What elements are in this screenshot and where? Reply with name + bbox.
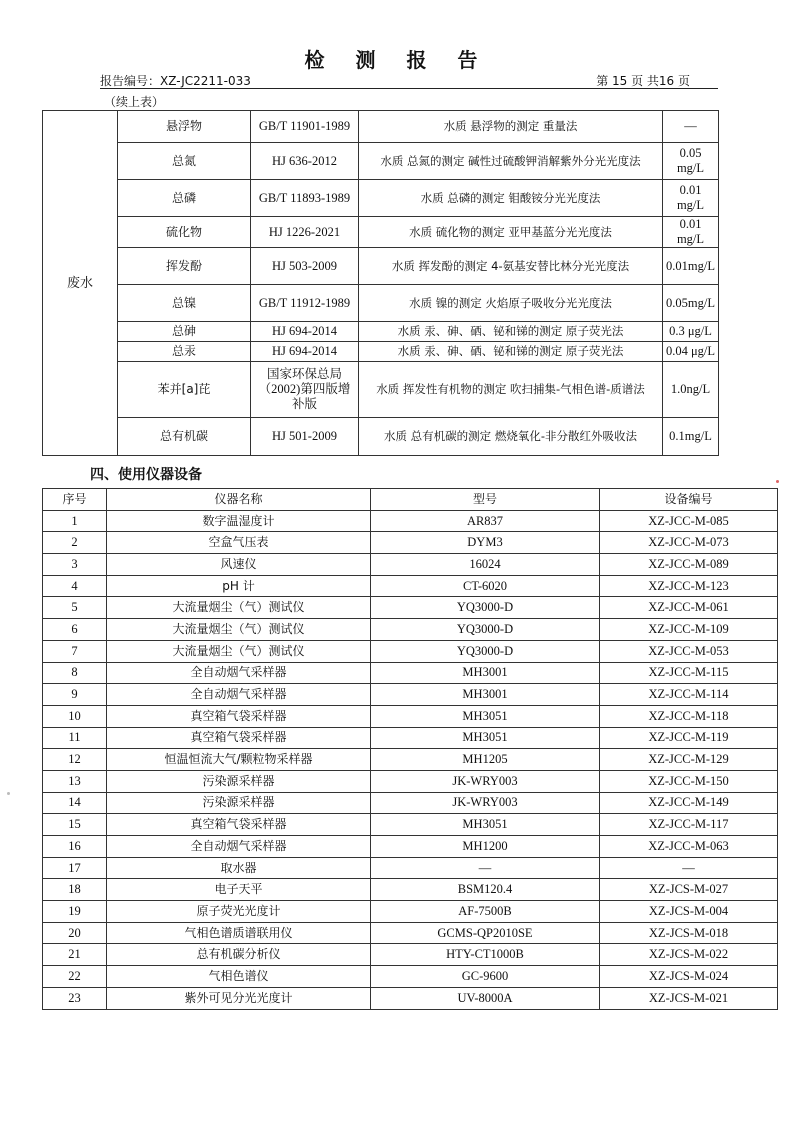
equipment-id-cell: XZ-JCC-M-085	[600, 510, 778, 532]
standard-cell: GB/T 11893-1989	[251, 180, 359, 217]
standard-cell: HJ 503-2009	[251, 248, 359, 285]
test-item-cell: 总砷	[118, 322, 251, 342]
equipment-row	[43, 879, 778, 901]
equipment-id-cell: XZ-JCC-M-089	[600, 554, 778, 576]
row-number-cell: 5	[43, 597, 107, 619]
model-cell: YQ3000-D	[371, 619, 600, 641]
methods-table-body	[43, 111, 719, 456]
method-row	[43, 111, 719, 143]
equipment-row	[43, 510, 778, 532]
instrument-name-cell: pH 计	[107, 575, 371, 597]
equipment-row	[43, 966, 778, 988]
equipment-id-cell: XZ-JCC-M-073	[600, 532, 778, 554]
equipment-row	[43, 705, 778, 727]
method-cell: 水质 汞、砷、硒、铋和锑的测定 原子荧光法	[359, 342, 663, 362]
row-number-cell: 21	[43, 944, 107, 966]
methods-table	[42, 110, 719, 456]
row-number-cell: 14	[43, 792, 107, 814]
equipment-id-cell: XZ-JCC-M-149	[600, 792, 778, 814]
row-number-cell: 10	[43, 705, 107, 727]
equipment-row	[43, 532, 778, 554]
detection-limit-cell: —	[663, 111, 719, 143]
instrument-name-cell: 真空箱气袋采样器	[107, 705, 371, 727]
equipment-id-cell: XZ-JCC-M-063	[600, 836, 778, 858]
equipment-row	[43, 857, 778, 879]
equipment-row	[43, 944, 778, 966]
equipment-id-cell: XZ-JCC-M-118	[600, 705, 778, 727]
row-number-cell: 15	[43, 814, 107, 836]
detection-limit-cell: 0.05mg/L	[663, 285, 719, 322]
equipment-row	[43, 987, 778, 1009]
method-row	[43, 217, 719, 248]
header-model: 型号	[371, 489, 600, 511]
row-number-cell: 13	[43, 770, 107, 792]
model-cell: UV-8000A	[371, 987, 600, 1009]
instrument-name-cell: 全自动烟气采样器	[107, 836, 371, 858]
detection-limit-cell: 0.05 mg/L	[663, 143, 719, 180]
equipment-id-cell: XZ-JCC-M-053	[600, 640, 778, 662]
detection-limit-cell: 0.01mg/L	[663, 248, 719, 285]
equipment-row	[43, 684, 778, 706]
method-row	[43, 322, 719, 342]
equipment-row	[43, 792, 778, 814]
standard-cell: HJ 501-2009	[251, 418, 359, 456]
continued-label: （续上表）	[104, 95, 165, 109]
method-cell: 水质 镍的测定 火焰原子吸收分光光度法	[359, 285, 663, 322]
instrument-name-cell: 取水器	[107, 857, 371, 879]
method-row	[43, 248, 719, 285]
test-item-cell: 总镍	[118, 285, 251, 322]
equipment-id-cell: XZ-JCS-M-004	[600, 901, 778, 923]
row-number-cell: 22	[43, 966, 107, 988]
row-number-cell: 7	[43, 640, 107, 662]
equipment-row	[43, 619, 778, 641]
instrument-name-cell: 恒温恒流大气/颗粒物采样器	[107, 749, 371, 771]
row-number-cell: 2	[43, 532, 107, 554]
instrument-name-cell: 大流量烟尘（气）测试仪	[107, 619, 371, 641]
method-cell: 水质 挥发性有机物的测定 吹扫捕集-气相色谱-质谱法	[359, 362, 663, 418]
model-cell: DYM3	[371, 532, 600, 554]
row-number-cell: 9	[43, 684, 107, 706]
equipment-row	[43, 554, 778, 576]
equipment-header-row	[43, 489, 778, 511]
scan-speck	[776, 480, 779, 483]
model-cell: MH3001	[371, 662, 600, 684]
test-item-cell: 悬浮物	[118, 111, 251, 143]
instrument-name-cell: 气相色谱仪	[107, 966, 371, 988]
method-row	[43, 342, 719, 362]
report-title: 检 测 报 告	[304, 48, 490, 72]
detection-limit-cell: 0.3 μg/L	[663, 322, 719, 342]
equipment-row	[43, 575, 778, 597]
equipment-id-cell: XZ-JCC-M-129	[600, 749, 778, 771]
row-number-cell: 23	[43, 987, 107, 1009]
row-number-cell: 6	[43, 619, 107, 641]
model-cell: 16024	[371, 554, 600, 576]
method-row	[43, 180, 719, 217]
equipment-row	[43, 597, 778, 619]
model-cell: AR837	[371, 510, 600, 532]
scan-speck	[7, 792, 10, 795]
page-number: 第 15 页 共16 页	[596, 74, 690, 88]
method-row	[43, 143, 719, 180]
model-cell: YQ3000-D	[371, 640, 600, 662]
report-number: 报告编号：XZ-JC2211-033	[100, 74, 251, 88]
method-cell: 水质 总磷的测定 钼酸铵分光光度法	[359, 180, 663, 217]
row-number-cell: 16	[43, 836, 107, 858]
equipment-row	[43, 922, 778, 944]
model-cell: MH3051	[371, 705, 600, 727]
model-cell: AF-7500B	[371, 901, 600, 923]
instrument-name-cell: 全自动烟气采样器	[107, 662, 371, 684]
header-no: 序号	[43, 489, 107, 511]
equipment-row	[43, 662, 778, 684]
row-number-cell: 18	[43, 879, 107, 901]
header-name: 仪器名称	[107, 489, 371, 511]
detection-limit-cell: 0.1mg/L	[663, 418, 719, 456]
test-item-cell: 总有机碳	[118, 418, 251, 456]
model-cell: HTY-CT1000B	[371, 944, 600, 966]
row-number-cell: 17	[43, 857, 107, 879]
equipment-id-cell: XZ-JCC-M-109	[600, 619, 778, 641]
equipment-id-cell: XZ-JCC-M-114	[600, 684, 778, 706]
instrument-name-cell: 大流量烟尘（气）测试仪	[107, 597, 371, 619]
standard-cell: HJ 694-2014	[251, 322, 359, 342]
test-item-cell: 苯并[a]芘	[118, 362, 251, 418]
model-cell: MH3051	[371, 727, 600, 749]
equipment-row	[43, 836, 778, 858]
test-item-cell: 总汞	[118, 342, 251, 362]
equipment-row	[43, 640, 778, 662]
test-item-cell: 挥发酚	[118, 248, 251, 285]
equipment-id-cell: XZ-JCS-M-021	[600, 987, 778, 1009]
model-cell: BSM120.4	[371, 879, 600, 901]
row-number-cell: 20	[43, 922, 107, 944]
detection-limit-cell: 0.04 μg/L	[663, 342, 719, 362]
instrument-name-cell: 污染源采样器	[107, 770, 371, 792]
standard-cell: GB/T 11901-1989	[251, 111, 359, 143]
model-cell: JK-WRY003	[371, 792, 600, 814]
instrument-name-cell: 风速仪	[107, 554, 371, 576]
standard-cell: HJ 1226-2021	[251, 217, 359, 248]
category-cell: 废水	[43, 111, 118, 456]
equipment-id-cell: XZ-JCS-M-024	[600, 966, 778, 988]
row-number-cell: 4	[43, 575, 107, 597]
model-cell: MH3051	[371, 814, 600, 836]
row-number-cell: 8	[43, 662, 107, 684]
equipment-row	[43, 749, 778, 771]
model-cell: —	[371, 857, 600, 879]
instrument-name-cell: 大流量烟尘（气）测试仪	[107, 640, 371, 662]
method-cell: 水质 悬浮物的测定 重量法	[359, 111, 663, 143]
model-cell: GCMS-QP2010SE	[371, 922, 600, 944]
model-cell: JK-WRY003	[371, 770, 600, 792]
model-cell: YQ3000-D	[371, 597, 600, 619]
equipment-row	[43, 727, 778, 749]
equipment-id-cell: XZ-JCS-M-022	[600, 944, 778, 966]
standard-cell: GB/T 11912-1989	[251, 285, 359, 322]
row-number-cell: 12	[43, 749, 107, 771]
equipment-id-cell: —	[600, 857, 778, 879]
model-cell: GC-9600	[371, 966, 600, 988]
instrument-name-cell: 真空箱气袋采样器	[107, 727, 371, 749]
test-item-cell: 总氮	[118, 143, 251, 180]
standard-cell: HJ 694-2014	[251, 342, 359, 362]
instrument-name-cell: 真空箱气袋采样器	[107, 814, 371, 836]
method-cell: 水质 挥发酚的测定 4-氨基安替比林分光光度法	[359, 248, 663, 285]
row-number-cell: 3	[43, 554, 107, 576]
equipment-id-cell: XZ-JCC-M-123	[600, 575, 778, 597]
detection-limit-cell: 0.01 mg/L	[663, 217, 719, 248]
row-number-cell: 11	[43, 727, 107, 749]
instrument-name-cell: 总有机碳分析仪	[107, 944, 371, 966]
method-row	[43, 362, 719, 418]
detection-limit-cell: 1.0ng/L	[663, 362, 719, 418]
equipment-table-body	[43, 510, 778, 1009]
equipment-row	[43, 814, 778, 836]
standard-cell: HJ 636-2012	[251, 143, 359, 180]
instrument-name-cell: 原子荧光光度计	[107, 901, 371, 923]
detection-limit-cell: 0.01 mg/L	[663, 180, 719, 217]
equipment-row	[43, 901, 778, 923]
equipment-id-cell: XZ-JCS-M-027	[600, 879, 778, 901]
section-title: 四、使用仪器设备	[90, 467, 202, 483]
report-header	[100, 72, 718, 89]
equipment-id-cell: XZ-JCC-M-117	[600, 814, 778, 836]
instrument-name-cell: 污染源采样器	[107, 792, 371, 814]
method-cell: 水质 总有机碳的测定 燃烧氧化-非分散红外吸收法	[359, 418, 663, 456]
method-cell: 水质 总氮的测定 碱性过硫酸钾消解紫外分光光度法	[359, 143, 663, 180]
model-cell: MH1200	[371, 836, 600, 858]
model-cell: CT-6020	[371, 575, 600, 597]
test-item-cell: 硫化物	[118, 217, 251, 248]
model-cell: MH1205	[371, 749, 600, 771]
instrument-name-cell: 数字温湿度计	[107, 510, 371, 532]
instrument-name-cell: 全自动烟气采样器	[107, 684, 371, 706]
method-cell: 水质 硫化物的测定 亚甲基蓝分光光度法	[359, 217, 663, 248]
method-cell: 水质 汞、砷、硒、铋和锑的测定 原子荧光法	[359, 322, 663, 342]
equipment-table	[42, 488, 778, 1010]
equipment-row	[43, 770, 778, 792]
equipment-id-cell: XZ-JCC-M-150	[600, 770, 778, 792]
row-number-cell: 1	[43, 510, 107, 532]
equipment-id-cell: XZ-JCS-M-018	[600, 922, 778, 944]
method-row	[43, 285, 719, 322]
instrument-name-cell: 空盒气压表	[107, 532, 371, 554]
test-item-cell: 总磷	[118, 180, 251, 217]
instrument-name-cell: 电子天平	[107, 879, 371, 901]
instrument-name-cell: 气相色谱质谱联用仪	[107, 922, 371, 944]
model-cell: MH3001	[371, 684, 600, 706]
equipment-id-cell: XZ-JCC-M-115	[600, 662, 778, 684]
header-id: 设备编号	[600, 489, 778, 511]
row-number-cell: 19	[43, 901, 107, 923]
equipment-id-cell: XZ-JCC-M-119	[600, 727, 778, 749]
equipment-id-cell: XZ-JCC-M-061	[600, 597, 778, 619]
instrument-name-cell: 紫外可见分光光度计	[107, 987, 371, 1009]
method-row	[43, 418, 719, 456]
standard-cell: 国家环保总局（2002)第四版增补版	[251, 362, 359, 418]
